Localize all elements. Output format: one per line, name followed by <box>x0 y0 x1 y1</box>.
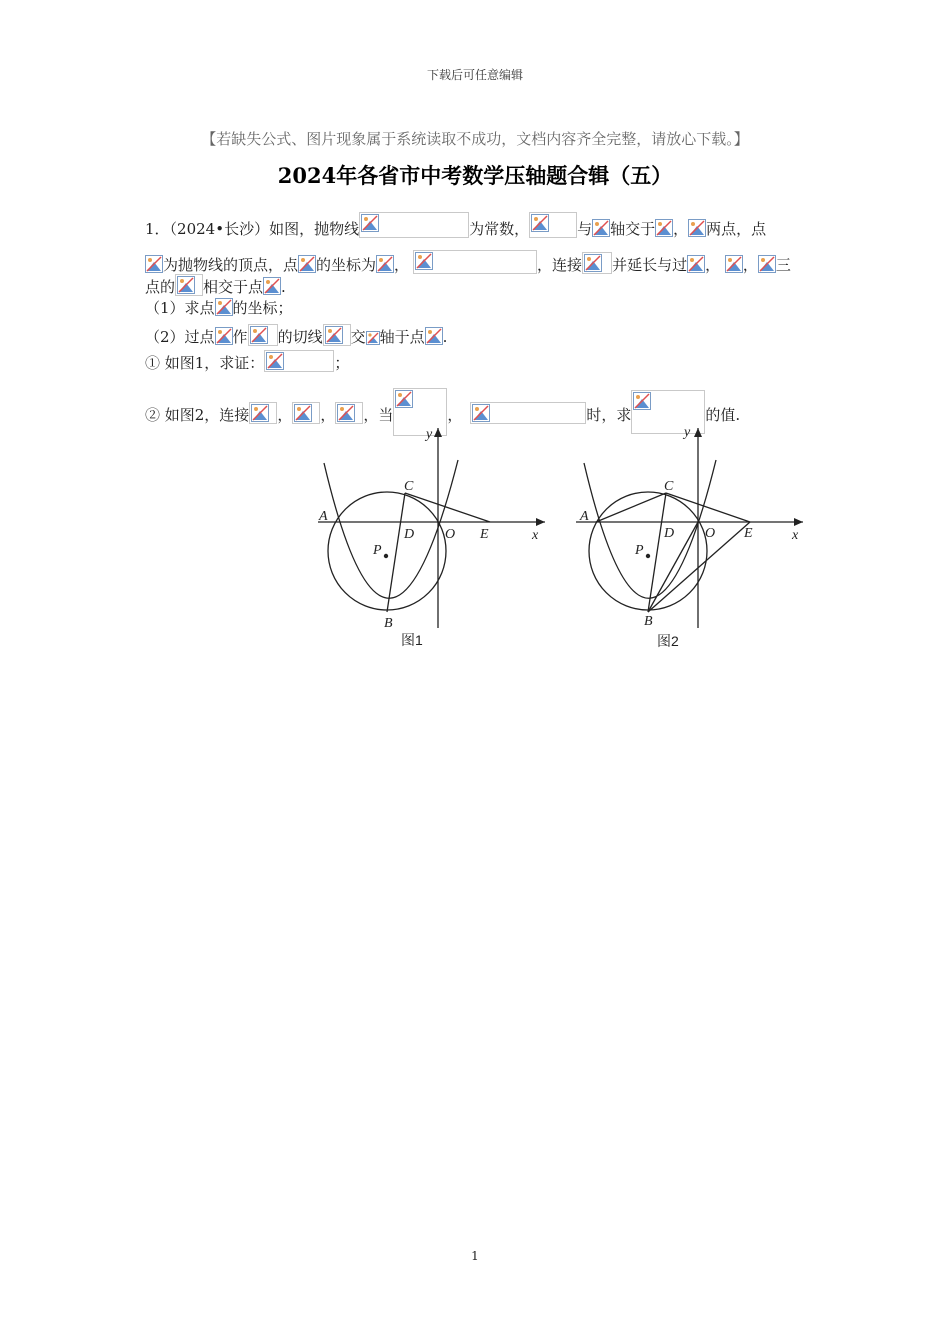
segment-cb <box>648 493 666 612</box>
broken-image-icon <box>592 219 610 237</box>
broken-image-icon <box>145 255 163 273</box>
problem-line-1: 1．（2024•长沙）如图，抛物线 为常数， 与 轴交于 ， 两点，点 <box>145 212 766 239</box>
problem-number: 1． <box>145 220 170 238</box>
label-d: D <box>664 526 675 541</box>
point-p-dot <box>646 554 650 558</box>
broken-image-icon <box>215 327 233 345</box>
label-b: B <box>644 614 653 629</box>
formula-image-box <box>413 250 537 274</box>
label-o: O <box>445 527 456 542</box>
formula-image-box <box>249 402 277 424</box>
broken-image-icon <box>251 404 269 422</box>
figure-1-labels <box>318 427 539 631</box>
problem-line-3: 点的 相交于点 . <box>145 274 286 297</box>
broken-image-icon <box>215 298 233 316</box>
broken-image-icon <box>758 255 776 273</box>
formula-image-box <box>175 274 203 296</box>
figure-1 <box>318 428 545 628</box>
label-y: y <box>426 427 433 442</box>
question-2: （2）过点 作 的切线 交 轴于点 . <box>145 324 447 347</box>
label-e: E <box>480 527 489 542</box>
broken-image-icon <box>250 326 268 344</box>
formula-image-box <box>359 212 469 238</box>
page-header-note: 下载后可任意编辑 <box>426 68 523 82</box>
question-1: （1）求点 的坐标； <box>145 299 293 317</box>
formula-image-box <box>529 212 577 238</box>
tangent-ce <box>666 493 750 522</box>
label-o: O <box>705 526 716 541</box>
broken-image-icon <box>361 214 379 232</box>
broken-image-icon <box>415 252 433 270</box>
label-d: D <box>404 527 415 542</box>
broken-image-icon <box>425 327 443 345</box>
label-a: A <box>580 509 589 524</box>
question-2-part-2: ② 如图2，连接 ， ， ，当 ， 时，求 的值. <box>145 388 740 436</box>
circle-p <box>589 492 707 610</box>
figure-2 <box>576 428 803 628</box>
problem-line-2: 为抛物线的顶点，点 的坐标为 ， ，连接 并延长与过 ， ， 三 <box>145 250 791 275</box>
problem-source-text: （2024•长沙）如图，抛物线 <box>169 220 360 238</box>
x-axis-arrow <box>794 518 803 526</box>
broken-image-icon <box>263 277 281 295</box>
broken-image-icon <box>177 276 195 294</box>
page-number: 1 <box>471 1249 479 1263</box>
geometry-figures <box>300 420 820 660</box>
broken-image-icon <box>531 214 549 232</box>
x-axis-arrow <box>536 518 545 526</box>
question-2-part-1: ① 如图1，求证： ； <box>145 350 349 373</box>
broken-image-icon <box>688 219 706 237</box>
formula-image-box <box>582 252 612 274</box>
broken-image-icon <box>298 255 316 273</box>
segment-ac <box>596 493 666 522</box>
label-p: P <box>635 543 644 558</box>
circle-p <box>328 492 446 610</box>
broken-image-icon <box>376 255 394 273</box>
y-axis-arrow <box>434 428 442 437</box>
figure-1-caption: 图1 <box>401 632 423 648</box>
parabola <box>584 460 716 598</box>
broken-image-icon <box>325 326 343 344</box>
broken-image-icon <box>725 255 743 273</box>
broken-image-icon <box>266 352 284 370</box>
point-p-dot <box>384 554 388 558</box>
formula-image-box <box>323 324 351 346</box>
broken-image-icon <box>366 331 380 345</box>
label-x: x <box>792 528 799 543</box>
broken-image-icon <box>633 392 651 410</box>
label-c: C <box>664 479 674 494</box>
label-x: x <box>532 528 539 543</box>
formula-image-box <box>248 324 278 346</box>
label-c: C <box>404 479 414 494</box>
broken-image-icon <box>584 254 602 272</box>
label-y: y <box>684 425 691 440</box>
y-axis-arrow <box>694 428 702 437</box>
label-b: B <box>384 616 393 631</box>
label-a: A <box>319 509 328 524</box>
segment-cb <box>387 493 405 612</box>
figure-2-caption: 图2 <box>657 633 679 649</box>
broken-image-icon <box>395 390 413 408</box>
formula-image-box <box>264 350 334 372</box>
broken-image-icon <box>655 219 673 237</box>
label-p: P <box>373 543 382 558</box>
document-title: 2024年各省市中考数学压轴题合辑（五） <box>277 163 673 188</box>
label-e: E <box>744 526 753 541</box>
missing-content-notice: 【若缺失公式、图片现象属于系统读取不成功，文档内容齐全完整，请放心下载。】 <box>201 130 749 148</box>
broken-image-icon <box>687 255 705 273</box>
